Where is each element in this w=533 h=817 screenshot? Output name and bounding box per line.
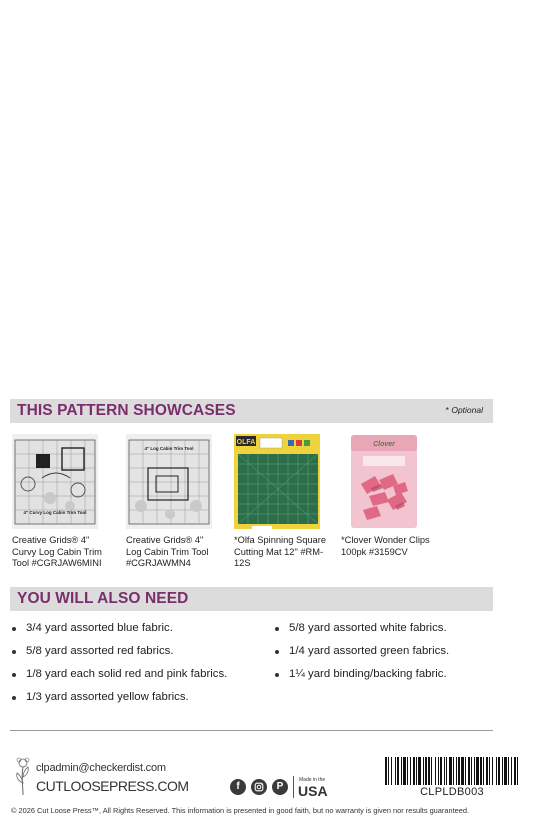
list-item: 3/4 yard assorted blue fabric. (12, 622, 227, 645)
flower-logo-icon (12, 755, 34, 795)
needs-list-left (12, 622, 227, 714)
list-item: 1¼ yard binding/backing fabric. (275, 668, 449, 691)
list-item: 1/8 yard each solid red and pink fabrics. (12, 668, 227, 691)
product-image-label: OLFA (236, 439, 256, 446)
needs-title: YOU WILL ALSO NEED (17, 590, 189, 607)
product-caption: Creative Grids® 4" Log Cabin Trim Tool #CGRJAWMN4 (126, 535, 209, 568)
bullet-icon (12, 650, 16, 654)
bullet-icon (275, 650, 279, 654)
product-image-wonder-clips (341, 434, 427, 529)
bullet-icon (275, 673, 279, 677)
needs-header (10, 587, 493, 611)
product-image-cutting-mat (234, 434, 320, 529)
product-caption: *Olfa Spinning Square Cutting Mat 12" #RM-12S (234, 535, 326, 568)
sku-code: CLPLDB003 (420, 786, 484, 798)
brand-website[interactable]: CUTLOOSEPRESS.COM (36, 778, 189, 794)
product-caption: Creative Grids® 4" Curvy Log Cabin Trim Tool #CGRJAW6MINI (12, 535, 102, 568)
optional-note (446, 405, 483, 415)
bullet-icon (275, 627, 279, 631)
made-in-usa: USA (298, 783, 328, 799)
product-image-label: 4" Log Cabin Trim Tool (144, 446, 194, 451)
product-caption: *Clover Wonder Clips 100pk #3159CV (341, 535, 430, 557)
footer-divider (10, 730, 493, 731)
bullet-icon (12, 627, 16, 631)
instagram-icon[interactable] (251, 779, 267, 795)
list-item: 5/8 yard assorted white fabrics. (275, 622, 449, 645)
barcode-icon (383, 757, 521, 785)
product-image-label: 4" Curvy Log Cabin Trim Tool (23, 510, 87, 515)
list-item: 5/8 yard assorted red fabrics. (12, 645, 227, 668)
optional-star: * (445, 405, 449, 415)
made-in-label: Made in the (299, 777, 326, 783)
showcase-title: THIS PATTERN SHOWCASES (17, 402, 236, 419)
product-olfa-mat (234, 434, 326, 570)
product-image-label: Clover (373, 441, 395, 448)
showcase-header (10, 399, 493, 423)
product-curvy-log-cabin (12, 434, 104, 570)
optional-label: Optional (451, 405, 483, 415)
bullet-icon (12, 696, 16, 700)
needs-list-right (275, 622, 449, 691)
copyright-notice: © 2026 Cut Loose Press™, All Rights Reserved. This information is presented in good faith, but no warranty is given nor results guaranteed. (11, 806, 470, 815)
list-item: 1/3 yard assorted yellow fabrics. (12, 691, 227, 714)
contact-email[interactable]: clpadmin@checkerdist.com (36, 762, 166, 774)
product-image-curvy-ruler (12, 434, 98, 529)
product-clover-clips (341, 434, 433, 558)
pinterest-icon[interactable]: P (272, 779, 288, 795)
list-item: 1/4 yard assorted green fabrics. (275, 645, 449, 668)
separator (293, 776, 294, 798)
product-log-cabin (126, 434, 218, 570)
bullet-icon (12, 673, 16, 677)
product-image-log-cabin-ruler (126, 434, 212, 529)
facebook-icon[interactable]: f (230, 779, 246, 795)
